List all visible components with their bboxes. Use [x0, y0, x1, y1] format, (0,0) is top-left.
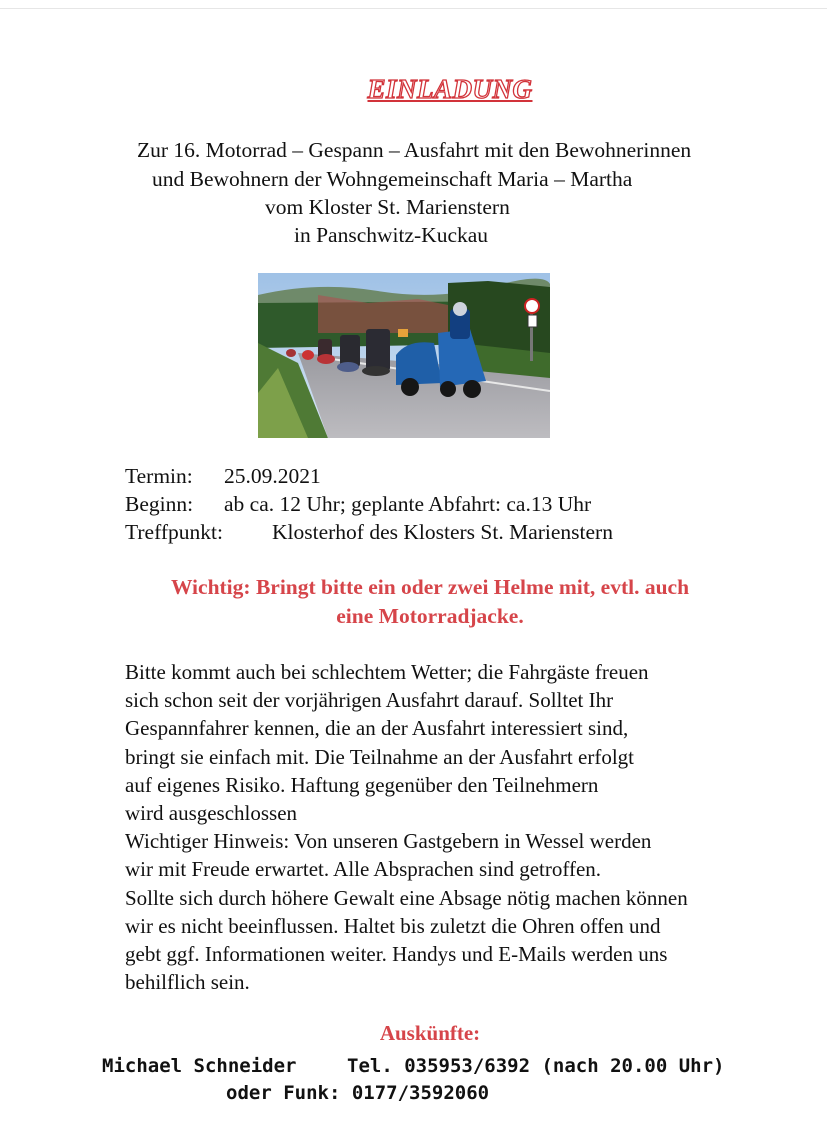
- body-line: Sollte sich durch höhere Gewalt eine Absage nötig machen können: [125, 885, 688, 910]
- beginn-label: Beginn:: [125, 492, 194, 516]
- invitation-title: EINLADUNG: [367, 74, 533, 104]
- body-line: wir mit Freude erwartet. Alle Absprachen sind getroffen.: [125, 857, 602, 882]
- motorcycle-sidecar-photo: [258, 273, 550, 438]
- contact-radio: oder Funk: 0177/3592060: [226, 1082, 490, 1104]
- termin-label: Termin:: [125, 464, 193, 488]
- body-line: gebt ggf. Informationen weiter. Handys und E-Mails werden uns: [125, 941, 668, 966]
- body-line: bringt sie einfach mit. Die Teilnahme an der Ausfahrt erfolgt: [125, 744, 634, 769]
- warning-line-2: eine Motorradjacke.: [336, 604, 524, 628]
- body-line: Gespannfahrer kennen, die an der Ausfahrt interessiert sind,: [125, 716, 629, 741]
- contact-name: Michael Schneider: [102, 1055, 297, 1077]
- contact-phone: Tel. 035953/6392 (nach 20.00 Uhr): [347, 1055, 725, 1077]
- body-line: auf eigenes Risiko. Haftung gegenüber den Teilnehmern: [125, 772, 599, 797]
- intro-line-4: in Panschwitz-Kuckau: [294, 223, 489, 247]
- auskuenfte-heading: Auskünfte:: [379, 1021, 481, 1045]
- body-line: wird ausgeschlossen: [125, 800, 298, 825]
- treffpunkt-label: Treffpunkt:: [125, 520, 223, 544]
- body-line: wir es nicht beeinflussen. Haltet bis zuletzt die Ohren offen und: [125, 913, 661, 938]
- termin-value: 25.09.2021: [224, 464, 321, 488]
- warning-line-1: Wichtig: Bringt bitte ein oder zwei Helme mit, evtl. auch: [170, 575, 690, 599]
- body-text: [125, 658, 688, 996]
- scan-edge-line: [0, 8, 827, 9]
- body-line: Wichtiger Hinweis: Von unseren Gastgebern in Wessel werden: [125, 829, 652, 854]
- body-line: Bitte kommt auch bei schlechtem Wetter; die Fahrgäste freuen: [125, 660, 649, 684]
- warning-note: [0, 573, 827, 631]
- treffpunkt-value: Klosterhof des Klosters St. Marienstern: [272, 520, 613, 544]
- beginn-value: ab ca. 12 Uhr; geplante Abfahrt: ca.13 Uhr: [224, 492, 592, 516]
- body-line: behilflich sein.: [125, 970, 250, 995]
- intro-line-1: Zur 16. Motorrad – Gespann – Ausfahrt mit den Bewohnerinnen: [137, 138, 692, 162]
- photo-illustration: [258, 273, 550, 438]
- body-line: sich schon seit der vorjährigen Ausfahrt darauf. Solltet Ihr: [125, 688, 614, 713]
- intro-line-3: vom Kloster St. Marienstern: [265, 195, 510, 219]
- intro-line-2: und Bewohnern der Wohngemeinschaft Maria – Martha: [152, 167, 633, 191]
